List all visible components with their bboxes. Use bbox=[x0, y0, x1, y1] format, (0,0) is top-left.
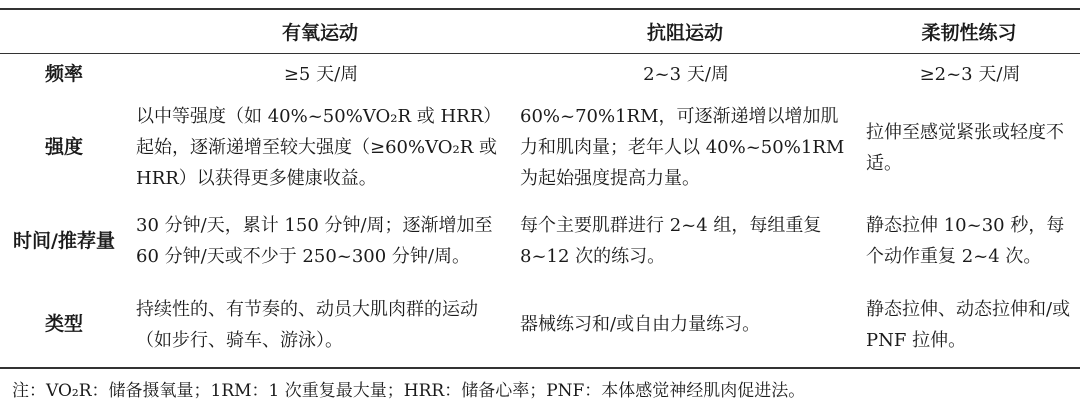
row-frequency bbox=[0, 53, 1080, 95]
header-row bbox=[0, 9, 1080, 53]
cell-time-aerobic: 30 分钟/天，累计 150 分钟/周；逐渐增加至 60 分钟/天或不少于 250~300 分钟/周。 bbox=[136, 215, 493, 267]
cell-frequency-resistance: 2~3 天/周 bbox=[643, 63, 729, 85]
row-type bbox=[0, 282, 1080, 368]
row-time bbox=[0, 200, 1080, 282]
header-empty bbox=[0, 9, 128, 53]
cell-frequency-aerobic: ≥5 天/周 bbox=[283, 63, 359, 85]
row-intensity bbox=[0, 95, 1080, 200]
cell-intensity-aerobic: 以中等强度（如 40%~50%VO₂R 或 HRR）起始，逐渐递增至较大强度（≥60%VO₂R 或 HRR）以获得更多健康收益。 bbox=[136, 106, 502, 189]
header-resistance: 抗阻运动 bbox=[512, 9, 858, 53]
exercise-prescription-table bbox=[0, 8, 1080, 369]
header-flexibility: 柔韧性练习 bbox=[858, 9, 1080, 53]
cell-frequency-flexibility: ≥2~3 天/周 bbox=[919, 63, 1021, 85]
row-label-type: 类型 bbox=[0, 282, 128, 368]
table-footnote: 注：VO₂R：储备摄氧量；1RM：1 次重复最大量；HRR：储备心率；PNF：本体感觉神经肌肉促进法。 bbox=[12, 381, 806, 401]
row-label-time: 时间/推荐量 bbox=[13, 229, 115, 252]
cell-time-flexibility: 静态拉伸 10~30 秒，每个动作重复 2~4 次。 bbox=[866, 215, 1065, 267]
header-aerobic: 有氧运动 bbox=[128, 9, 512, 53]
cell-type-resistance: 器械练习和/或自由力量练习。 bbox=[512, 282, 858, 368]
cell-type-flexibility: 静态拉伸、动态拉伸和/或 PNF 拉伸。 bbox=[858, 282, 1080, 368]
row-label-intensity: 强度 bbox=[44, 136, 83, 158]
cell-intensity-resistance: 60%~70%1RM，可逐渐递增以增加肌力和肌肉量；老年人以 40%~50%1RM 为起始强度提高力量。 bbox=[520, 106, 845, 189]
cell-time-resistance: 每个主要肌群进行 2~4 组，每组重复 8~12 次的练习。 bbox=[520, 215, 822, 267]
cell-intensity-flexibility: 拉伸至感觉紧张或轻度不适。 bbox=[866, 121, 1064, 174]
row-label-frequency: 频率 bbox=[44, 62, 83, 85]
cell-type-aerobic: 持续性的、有节奏的、动员大肌肉群的运动（如步行、骑车、游泳）。 bbox=[128, 282, 512, 368]
